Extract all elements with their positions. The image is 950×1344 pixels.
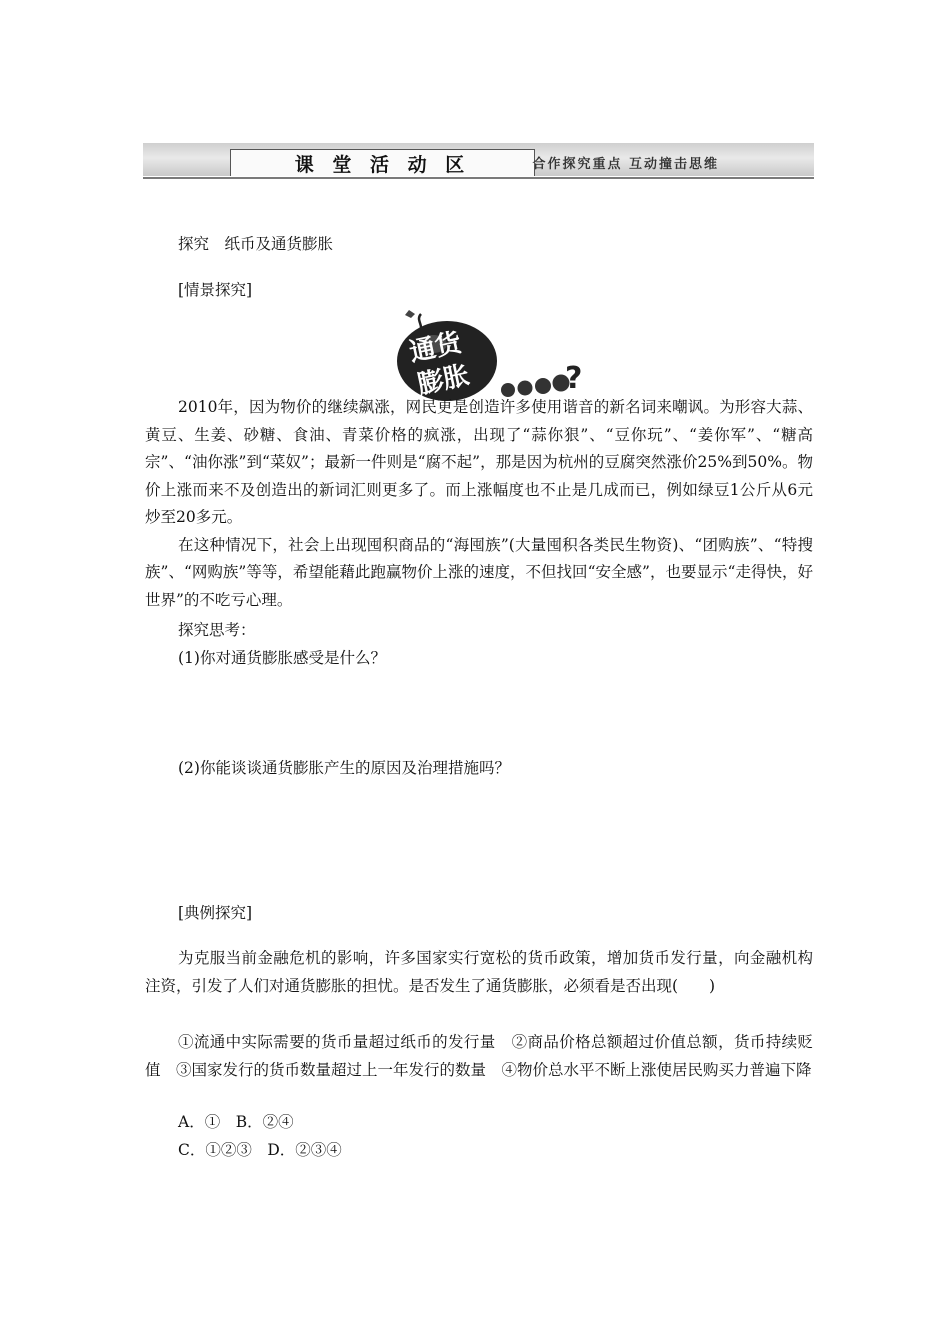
choice-cd: C．①②③ D．②③④ [178,1141,342,1159]
banner-subtitle: 合作探究重点 互动撞击思维 [532,157,719,172]
banner-underline [143,177,814,179]
example-label: [典例探究] [178,904,253,922]
example-stem: 为克服当前金融危机的影响，许多国家实行宽松的货币政策，增加货币发行量，向金融机构注资，引发了人们对通货膨胀的担忧。是否发生了通货膨胀，必须看是否出现( ) [145,949,813,995]
choice-ab: A．① B．②④ [178,1113,294,1131]
question-1: (1)你对通货膨胀感受是什么？ [178,649,386,667]
question-2: (2)你能谈谈通货膨胀产生的原因及治理措施吗？ [178,759,510,777]
section-banner [143,143,814,179]
example-options: ①流通中实际需要的货币量超过纸币的发行量 ②商品价格总额超过价值总额，货币持续贬值 ③国家发行的货币数量超过上一年发行的数量 ④物价总水平不断上涨使居民购买力普遍下降 [145,1033,813,1079]
thinking-label: 探究思考： [178,621,256,639]
scenario-paragraph-1: 2010年，因为物价的继续飙涨，网民更是创造许多使用谐音的新名词来嘲讽。为形容大蒜、黄豆、生姜、砂糖、食油、青菜价格的疯涨，出现了“蒜你狠”、“豆你玩”、“姜你军”、“糖高宗”、“油你涨”到“菜奴”；最新一件则是“腐不起”，那是因为杭州的豆腐突然涨价25%到50%。物价上涨而来不及创造出的新词汇则更多了。而上涨幅度也不止是几成而已，例如绿豆1公斤从6元炒至20多元。 [145,398,813,526]
inflation-bomb-cartoon [395,306,595,402]
example-options-block [145,1029,813,1084]
cartoon-text-line2: 膨胀 [414,360,473,401]
cartoon-text-line1: 通货 [406,327,464,369]
banner-title: 课 堂 活 动 区 [230,149,535,176]
scenario-text [145,394,813,614]
section-heading: 探究 纸币及通货膨胀 [178,235,334,253]
example-stem-block [145,945,813,1000]
cartoon-question-mark: ? [565,361,583,396]
scenario-label: [情景探究] [178,281,253,299]
scenario-paragraph-2: 在这种情况下，社会上出现囤积商品的“海囤族”(大量囤积各类民生物资)、“团购族”、“特搜族”、“网购族”等等，希望能藉此跑赢物价上涨的速度，不但找回“安全感”，也要显示“走得快，好世界”的不吃亏心理。 [145,535,813,609]
